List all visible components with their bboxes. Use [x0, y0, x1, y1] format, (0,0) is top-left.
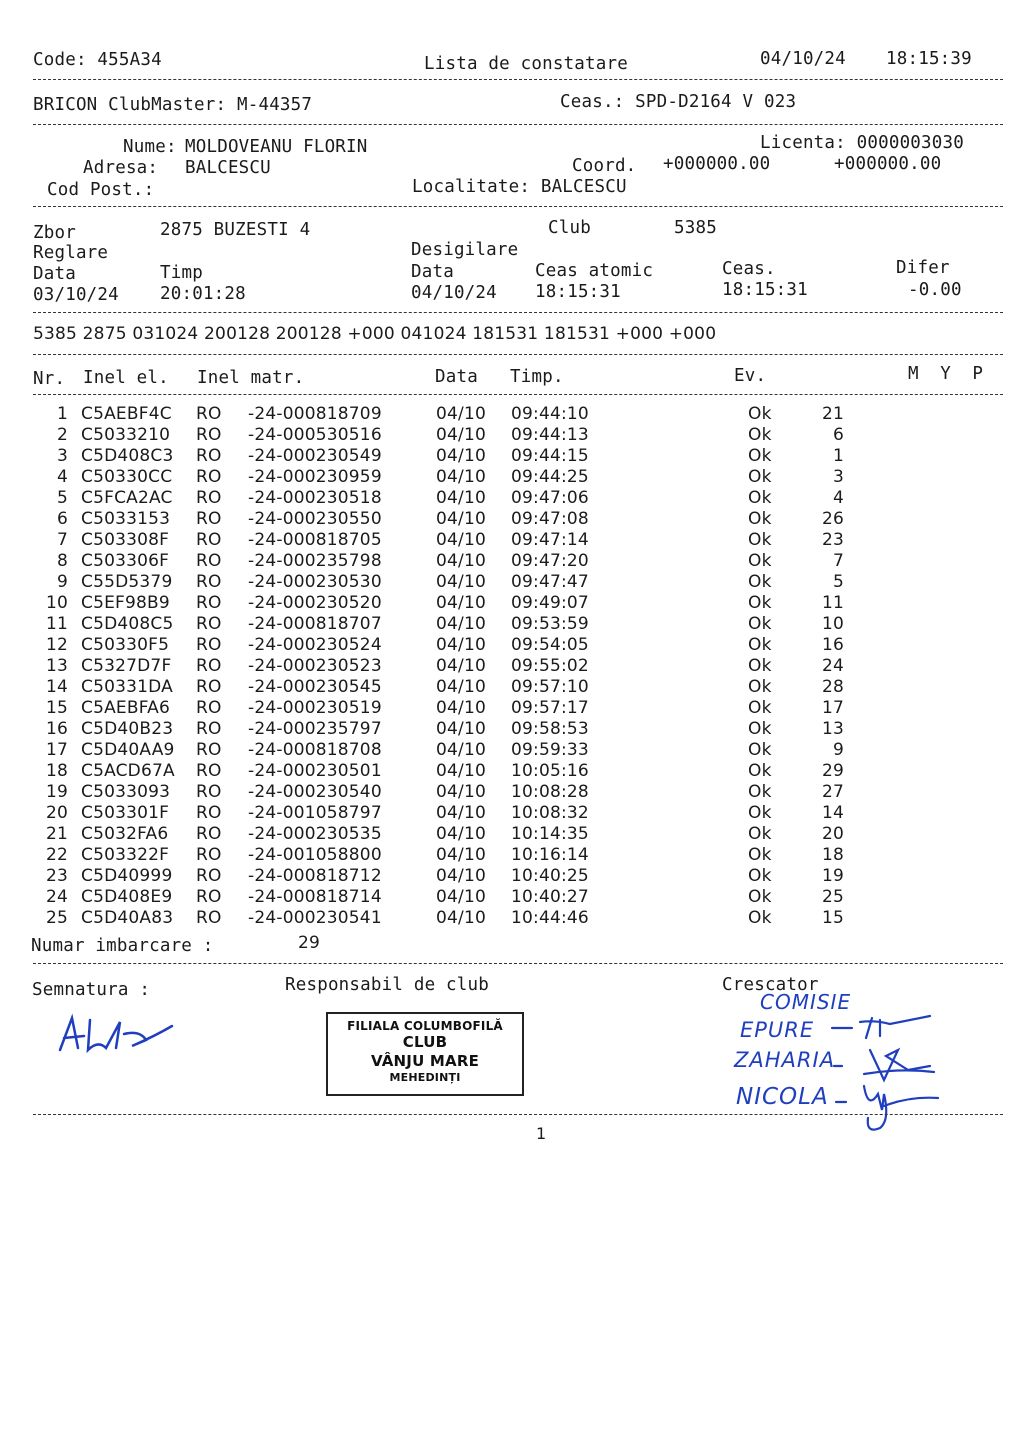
divider — [33, 79, 1003, 80]
cell-pos: 15 — [821, 908, 844, 928]
cell-time: 09:47:06 — [511, 488, 589, 508]
cell-ev: Ok — [748, 551, 772, 571]
table-row — [30, 719, 844, 740]
cell-date: 04/10 — [436, 593, 486, 613]
cell-pos: 18 — [821, 845, 844, 865]
stamp-line-1: FILIALA COLUMBOFILĂ — [347, 1019, 503, 1033]
cell-matr: -24-000230523 — [248, 656, 382, 676]
cell-date: 04/10 — [436, 866, 486, 886]
cell-time: 09:55:02 — [511, 656, 589, 676]
cell-ev: Ok — [748, 425, 772, 445]
cell-ev: Ok — [748, 509, 772, 529]
cell-date: 04/10 — [436, 551, 486, 571]
data-label: Data — [33, 264, 76, 284]
cell-matr: -24-000530516 — [248, 425, 382, 445]
cell-time: 09:44:10 — [511, 404, 589, 424]
cell-ro: RO — [196, 677, 222, 697]
table-row — [30, 425, 844, 446]
cell-nr: 19 — [45, 782, 68, 802]
cell-nr: 17 — [45, 740, 68, 760]
page-number: 1 — [536, 1124, 547, 1143]
cell-time: 10:05:16 — [511, 761, 589, 781]
club-label: Club — [548, 218, 591, 238]
cell-ro: RO — [196, 572, 222, 592]
cell-el: C50330CC — [81, 467, 173, 487]
cell-pos: 28 — [821, 677, 844, 697]
difer-label: Difer — [896, 258, 950, 278]
cell-pos: 29 — [821, 761, 844, 781]
cell-ev: Ok — [748, 782, 772, 802]
cell-date: 04/10 — [436, 446, 486, 466]
stamp-line-2: CLUB — [402, 1033, 448, 1051]
code-line: 5385 2875 031024 200128 200128 +000 041024 181531 181531 +000 +000 — [33, 324, 717, 344]
cell-pos: 26 — [821, 509, 844, 529]
cell-ev: Ok — [748, 467, 772, 487]
cell-ro: RO — [196, 761, 222, 781]
cell-el: C50330F5 — [81, 635, 170, 655]
table-row — [30, 740, 844, 761]
divider — [33, 124, 1003, 125]
divider — [33, 394, 1003, 395]
cell-ev: Ok — [748, 908, 772, 928]
col-timp: Timp. — [510, 367, 564, 387]
cell-ev: Ok — [748, 719, 772, 739]
arrivals-table — [30, 404, 844, 929]
signature-scribble — [50, 1010, 180, 1060]
cell-ev: Ok — [748, 530, 772, 550]
cell-time: 09:57:17 — [511, 698, 589, 718]
cell-el: C503306F — [81, 551, 170, 571]
stamp-line-4: MEHEDINȚI — [389, 1071, 461, 1084]
cell-matr: -24-000230535 — [248, 824, 382, 844]
breeder-label: Crescator — [722, 975, 819, 995]
postcode-label: Cod Post.: — [47, 180, 155, 200]
cell-matr: -24-000230541 — [248, 908, 382, 928]
cell-time: 10:14:35 — [511, 824, 589, 844]
cell-nr: 7 — [56, 530, 68, 550]
cell-el: C5D408E9 — [81, 887, 173, 907]
cell-matr: -24-001058800 — [248, 845, 382, 865]
cell-nr: 5 — [56, 488, 68, 508]
cell-ro: RO — [196, 404, 222, 424]
cell-matr: -24-000818714 — [248, 887, 382, 907]
divider — [33, 312, 1003, 313]
cell-matr: -24-000818709 — [248, 404, 382, 424]
cell-ro: RO — [196, 824, 222, 844]
cell-ro: RO — [196, 530, 222, 550]
cell-time: 09:47:14 — [511, 530, 589, 550]
cell-pos: 1 — [832, 446, 844, 466]
cell-pos: 14 — [821, 803, 844, 823]
cell-el: C5D40AA9 — [81, 740, 175, 760]
cell-ev: Ok — [748, 887, 772, 907]
cell-pos: 11 — [821, 593, 844, 613]
cell-nr: 4 — [56, 467, 68, 487]
cell-time: 10:40:27 — [511, 887, 589, 907]
cell-el: C5D40999 — [81, 866, 173, 886]
system-id: BRICON ClubMaster: M-44357 — [33, 95, 313, 115]
table-row — [30, 530, 844, 551]
cell-ev: Ok — [748, 803, 772, 823]
clock-id: Ceas.: SPD-D2164 V 023 — [560, 92, 797, 112]
cell-matr: -24-000230520 — [248, 593, 382, 613]
arrivals-table-body — [30, 404, 844, 929]
cell-time: 09:59:33 — [511, 740, 589, 760]
cell-el: C5D40A83 — [81, 908, 174, 928]
table-row — [30, 761, 844, 782]
cell-date: 04/10 — [436, 740, 486, 760]
cell-date: 04/10 — [436, 488, 486, 508]
cell-matr: -24-000230519 — [248, 698, 382, 718]
table-row — [30, 509, 844, 530]
table-row — [30, 593, 844, 614]
cell-pos: 21 — [821, 404, 844, 424]
table-row — [30, 656, 844, 677]
cell-ev: Ok — [748, 761, 772, 781]
signature-label: Semnatura : — [32, 980, 151, 1000]
cell-ro: RO — [196, 509, 222, 529]
cell-pos: 16 — [821, 635, 844, 655]
cell-nr: 20 — [45, 803, 68, 823]
col-inel-matr: Inel matr. — [197, 368, 305, 388]
cell-time: 09:57:10 — [511, 677, 589, 697]
club-value: 5385 — [674, 218, 717, 238]
handwritten-initials — [820, 1010, 950, 1140]
cell-pos: 9 — [832, 740, 844, 760]
divider — [33, 1114, 1003, 1115]
table-row — [30, 698, 844, 719]
cell-el: C5AEBF4C — [81, 404, 172, 424]
cell-ev: Ok — [748, 845, 772, 865]
boarding-value: 29 — [298, 933, 321, 953]
table-row — [30, 572, 844, 593]
cell-ro: RO — [196, 446, 222, 466]
cell-matr: -24-000230540 — [248, 782, 382, 802]
cell-time: 09:44:25 — [511, 467, 589, 487]
coord-label: Coord. — [572, 156, 637, 176]
zbor-value: 2875 BUZESTI 4 — [160, 220, 311, 240]
cell-nr: 25 — [45, 908, 68, 928]
cell-el: C5ACD67A — [81, 761, 175, 781]
address-label: Adresa: — [83, 158, 159, 178]
cell-matr: -24-000818712 — [248, 866, 382, 886]
cell-el: C5032FA6 — [81, 824, 169, 844]
cell-ev: Ok — [748, 614, 772, 634]
cell-ev: Ok — [748, 677, 772, 697]
cell-date: 04/10 — [436, 425, 486, 445]
cell-date: 04/10 — [436, 908, 486, 928]
doc-title: Lista de constatare — [424, 54, 628, 74]
cell-time: 10:16:14 — [511, 845, 589, 865]
cell-date: 04/10 — [436, 803, 486, 823]
cell-date: 04/10 — [436, 467, 486, 487]
cell-ro: RO — [196, 866, 222, 886]
cell-nr: 24 — [45, 887, 68, 907]
col-data: Data — [435, 367, 478, 387]
cell-ro: RO — [196, 656, 222, 676]
cell-matr: -24-000230518 — [248, 488, 382, 508]
print-date: 04/10/24 — [760, 49, 846, 69]
cell-matr: -24-000235798 — [248, 551, 382, 571]
cell-nr: 23 — [45, 866, 68, 886]
table-row — [30, 866, 844, 887]
cell-ro: RO — [196, 803, 222, 823]
ceas-atomic-label: Ceas atomic — [535, 261, 654, 281]
cell-time: 09:44:13 — [511, 425, 589, 445]
cell-time: 09:58:53 — [511, 719, 589, 739]
cell-nr: 8 — [56, 551, 68, 571]
desigilare-label: Desigilare — [411, 240, 519, 260]
cell-nr: 22 — [45, 845, 68, 865]
coord-1: +000000.00 — [663, 154, 771, 174]
cell-time: 10:08:28 — [511, 782, 589, 802]
cell-pos: 20 — [821, 824, 844, 844]
cell-date: 04/10 — [436, 404, 486, 424]
divider — [33, 206, 1003, 207]
clock-time: 18:15:31 — [722, 280, 808, 300]
cell-date: 04/10 — [436, 635, 486, 655]
cell-nr: 18 — [45, 761, 68, 781]
cell-date: 04/10 — [436, 719, 486, 739]
data2-label: Data — [411, 262, 454, 282]
cell-date: 04/10 — [436, 530, 486, 550]
col-nr: Nr. — [33, 369, 66, 389]
cell-date: 04/10 — [436, 887, 486, 907]
cell-pos: 19 — [821, 866, 844, 886]
reg-date: 03/10/24 — [33, 285, 119, 305]
table-row — [30, 845, 844, 866]
cell-ro: RO — [196, 425, 222, 445]
cell-time: 09:54:05 — [511, 635, 589, 655]
cell-nr: 1 — [56, 404, 68, 424]
cell-matr: -24-000230545 — [248, 677, 382, 697]
cell-ro: RO — [196, 782, 222, 802]
divider — [33, 354, 1003, 355]
cell-time: 10:08:32 — [511, 803, 589, 823]
handwritten-member-1: EPURE — [740, 1018, 815, 1042]
cell-pos: 4 — [832, 488, 844, 508]
cell-matr: -24-000230501 — [248, 761, 382, 781]
cell-ro: RO — [196, 908, 222, 928]
cell-ro: RO — [196, 887, 222, 907]
table-row — [30, 404, 844, 425]
cell-el: C5033210 — [81, 425, 171, 445]
cell-pos: 25 — [821, 887, 844, 907]
cell-ev: Ok — [748, 572, 772, 592]
des-date: 04/10/24 — [411, 283, 497, 303]
cell-nr: 21 — [45, 824, 68, 844]
cell-el: C503301F — [81, 803, 170, 823]
cell-date: 04/10 — [436, 572, 486, 592]
cell-ro: RO — [196, 698, 222, 718]
table-row — [30, 467, 844, 488]
cell-nr: 9 — [56, 572, 68, 592]
cell-ro: RO — [196, 488, 222, 508]
cell-date: 04/10 — [436, 656, 486, 676]
handwritten-member-3: NICOLA — [736, 1084, 829, 1110]
cell-nr: 13 — [45, 656, 68, 676]
cell-pos: 3 — [832, 467, 844, 487]
cell-pos: 5 — [832, 572, 844, 592]
cell-el: C5FCA2AC — [81, 488, 173, 508]
cell-pos: 10 — [821, 614, 844, 634]
cell-nr: 10 — [45, 593, 68, 613]
cell-matr: -24-000818707 — [248, 614, 382, 634]
cell-ro: RO — [196, 467, 222, 487]
cell-matr: -24-000235797 — [248, 719, 382, 739]
cell-ro: RO — [196, 635, 222, 655]
cell-time: 09:53:59 — [511, 614, 589, 634]
cell-ro: RO — [196, 551, 222, 571]
cell-matr: -24-000230524 — [248, 635, 382, 655]
cell-time: 09:49:07 — [511, 593, 589, 613]
table-row — [30, 551, 844, 572]
cell-date: 04/10 — [436, 698, 486, 718]
cell-pos: 24 — [821, 656, 844, 676]
cell-ro: RO — [196, 740, 222, 760]
cell-ro: RO — [196, 719, 222, 739]
cell-date: 04/10 — [436, 824, 486, 844]
cell-matr: -24-000230550 — [248, 509, 382, 529]
reg-time: 20:01:28 — [160, 284, 246, 304]
cell-el: C5AEBFA6 — [81, 698, 170, 718]
col-inel-el: Inel el. — [83, 368, 169, 388]
table-row — [30, 488, 844, 509]
cell-el: C55D5379 — [81, 572, 173, 592]
table-row — [30, 908, 844, 929]
coord-2: +000000.00 — [834, 154, 942, 174]
table-row — [30, 782, 844, 803]
cell-date: 04/10 — [436, 782, 486, 802]
cell-time: 09:47:47 — [511, 572, 589, 592]
cell-pos: 7 — [832, 551, 844, 571]
cell-nr: 12 — [45, 635, 68, 655]
cell-ro: RO — [196, 593, 222, 613]
doc-code: Code: 455A34 — [33, 50, 162, 70]
locality: Localitate: BALCESCU — [412, 177, 627, 197]
table-row — [30, 614, 844, 635]
cell-matr: -24-000230959 — [248, 467, 382, 487]
owner-name: MOLDOVEANU FLORIN — [185, 137, 368, 157]
cell-date: 04/10 — [436, 509, 486, 529]
handwritten-member-2: ZAHARIA — [734, 1048, 836, 1072]
name-label: Nume: — [123, 137, 177, 157]
cell-pos: 13 — [821, 719, 844, 739]
cell-date: 04/10 — [436, 677, 486, 697]
table-row — [30, 677, 844, 698]
cell-pos: 6 — [832, 425, 844, 445]
cell-ev: Ok — [748, 593, 772, 613]
cell-ev: Ok — [748, 446, 772, 466]
table-row — [30, 635, 844, 656]
cell-el: C5EF98B9 — [81, 593, 170, 613]
table-row — [30, 887, 844, 908]
table-row — [30, 446, 844, 467]
cell-date: 04/10 — [436, 614, 486, 634]
zbor-label: Zbor — [33, 223, 76, 243]
cell-nr: 11 — [45, 614, 68, 634]
cell-ro: RO — [196, 845, 222, 865]
cell-matr: -24-000230530 — [248, 572, 382, 592]
cell-el: C5D408C5 — [81, 614, 174, 634]
cell-el: C503322F — [81, 845, 170, 865]
boarding-label: Numar imbarcare : — [31, 936, 214, 956]
cell-el: C5033093 — [81, 782, 171, 802]
reglare-label: Reglare — [33, 243, 109, 263]
cell-el: C5327D7F — [81, 656, 172, 676]
col-ev: Ev. — [734, 366, 767, 386]
cell-nr: 3 — [56, 446, 68, 466]
cell-time: 09:44:15 — [511, 446, 589, 466]
cell-el: C5D40B23 — [81, 719, 174, 739]
print-time: 18:15:39 — [886, 49, 972, 69]
cell-time: 10:44:46 — [511, 908, 589, 928]
cell-el: C5D408C3 — [81, 446, 174, 466]
licence: Licenta: 0000003030 — [760, 133, 964, 153]
cell-el: C503308F — [81, 530, 170, 550]
cell-ev: Ok — [748, 824, 772, 844]
cell-ev: Ok — [748, 866, 772, 886]
cell-date: 04/10 — [436, 761, 486, 781]
atomic-time: 18:15:31 — [535, 282, 621, 302]
cell-pos: 23 — [821, 530, 844, 550]
cell-date: 04/10 — [436, 845, 486, 865]
cell-nr: 16 — [45, 719, 68, 739]
divider — [33, 963, 1003, 964]
cell-matr: -24-000818708 — [248, 740, 382, 760]
responsible-label: Responsabil de club — [285, 975, 489, 995]
cell-nr: 2 — [56, 425, 68, 445]
cell-ev: Ok — [748, 656, 772, 676]
cell-ev: Ok — [748, 635, 772, 655]
cell-matr: -24-001058797 — [248, 803, 382, 823]
cell-ev: Ok — [748, 698, 772, 718]
handwritten-commission: COMISIE — [760, 990, 852, 1014]
stamp-line-3: VÂNJU MARE — [370, 1052, 480, 1070]
cell-matr: -24-000230549 — [248, 446, 382, 466]
cell-nr: 15 — [45, 698, 68, 718]
ceas-label: Ceas. — [722, 259, 776, 279]
cell-ev: Ok — [748, 404, 772, 424]
cell-nr: 6 — [56, 509, 68, 529]
cell-ev: Ok — [748, 488, 772, 508]
cell-nr: 14 — [45, 677, 68, 697]
clock-diff: -0.00 — [908, 280, 962, 300]
club-stamp — [326, 1012, 524, 1096]
table-row — [30, 824, 844, 845]
cell-time: 10:40:25 — [511, 866, 589, 886]
cell-pos: 27 — [821, 782, 844, 802]
cell-ev: Ok — [748, 740, 772, 760]
cell-matr: -24-000818705 — [248, 530, 382, 550]
cell-pos: 17 — [821, 698, 844, 718]
col-myp: M Y P — [908, 364, 984, 384]
cell-el: C50331DA — [81, 677, 173, 697]
owner-address: BALCESCU — [185, 158, 271, 178]
cell-el: C5033153 — [81, 509, 171, 529]
table-row — [30, 803, 844, 824]
timp-label: Timp — [160, 263, 203, 283]
cell-time: 09:47:20 — [511, 551, 589, 571]
cell-ro: RO — [196, 614, 222, 634]
cell-time: 09:47:08 — [511, 509, 589, 529]
